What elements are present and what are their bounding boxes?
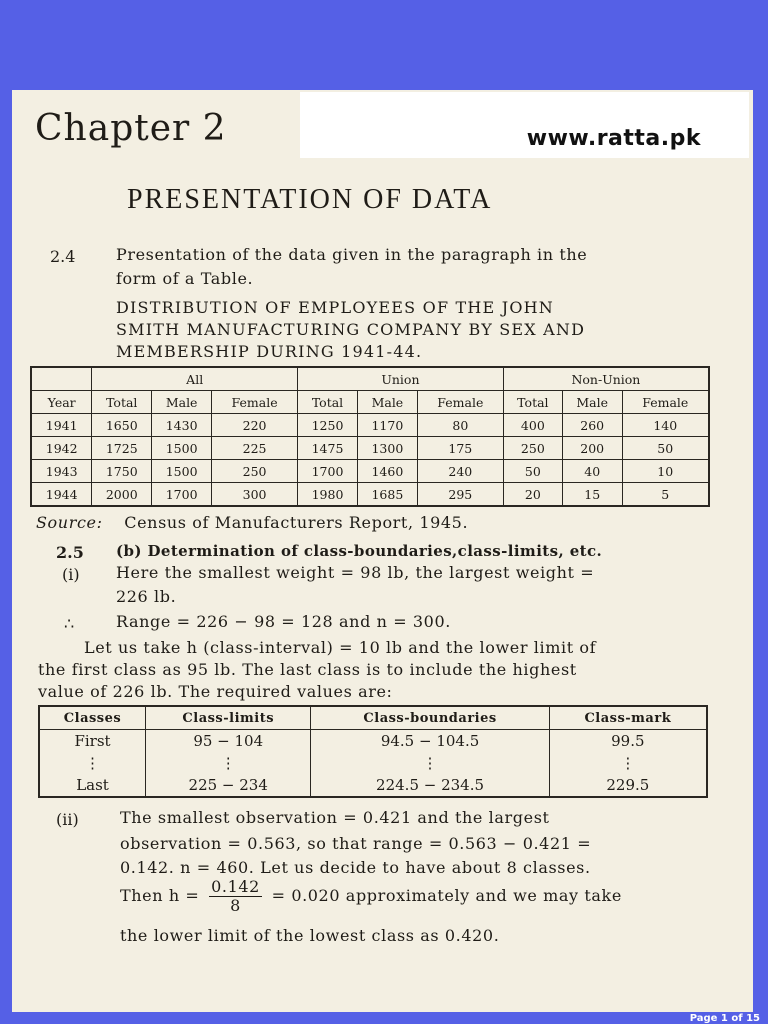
- table-cell: 1685: [357, 483, 417, 507]
- paragraph-line2: the first class as 95 lb. The last class is to include the highest: [38, 660, 577, 679]
- table-cell: 400: [503, 414, 562, 437]
- employee-distribution-table: [30, 366, 710, 507]
- fraction-numerator: 0.142: [211, 877, 260, 896]
- table-cell: 240: [417, 460, 503, 483]
- table-header-cell: Total: [503, 391, 562, 414]
- section-number-2-4: 2.4: [50, 247, 76, 266]
- table-cell: 1943: [31, 460, 92, 483]
- item-label-ii: (ii): [56, 810, 79, 829]
- table-header-cell: Year: [31, 391, 92, 414]
- chapter-heading: Chapter 2: [35, 108, 227, 149]
- section-ii-line3: 0.142. n = 460. Let us decide to have about 8 classes.: [120, 858, 591, 877]
- table-cell: 95 − 104: [146, 730, 311, 753]
- table-header-cell: Class-mark: [549, 706, 707, 730]
- table-cell: Last: [39, 774, 146, 797]
- table-cell: 1725: [92, 437, 152, 460]
- table-cell: 50: [622, 437, 709, 460]
- table-cell: First: [39, 730, 146, 753]
- class-table: [38, 705, 708, 798]
- table-cell: 1170: [357, 414, 417, 437]
- table-header-cell: Male: [357, 391, 417, 414]
- table-cell: 1700: [152, 483, 212, 507]
- table-group-header-row: [31, 367, 709, 391]
- source-line: [36, 511, 468, 535]
- table-cell: 1500: [152, 437, 212, 460]
- table-cell: 220: [212, 414, 298, 437]
- table-header-cell: [31, 367, 92, 391]
- table-subheader-row: [31, 391, 709, 414]
- table-cell: 140: [622, 414, 709, 437]
- section-2-5-i-line2: 226 lb.: [116, 587, 177, 606]
- table-cell: 200: [562, 437, 622, 460]
- table-cell: ⋮: [146, 752, 311, 774]
- table-cell: 1430: [152, 414, 212, 437]
- table-cell: 2000: [92, 483, 152, 507]
- table-row: [39, 752, 707, 774]
- formula-suffix: = 0.020 approximately and we may take: [271, 886, 622, 905]
- table-header-cell: Total: [298, 391, 358, 414]
- table-group-header: All: [92, 367, 298, 391]
- table-caption-line1: DISTRIBUTION OF EMPLOYEES OF THE JOHN: [116, 298, 555, 317]
- section-ii-line2: observation = 0.563, so that range = 0.563 − 0.421 =: [120, 834, 592, 853]
- table-header-cell: Total: [92, 391, 152, 414]
- table-cell: 1941: [31, 414, 92, 437]
- table-header-row: [39, 706, 707, 730]
- table-header-cell: Male: [152, 391, 212, 414]
- table-header-cell: Class-boundaries: [311, 706, 549, 730]
- table-cell: 225 − 234: [146, 774, 311, 797]
- table-cell: 1460: [357, 460, 417, 483]
- page-indicator: Page 1 of 15: [689, 1013, 760, 1024]
- table-cell: 1980: [298, 483, 358, 507]
- table-row: [31, 460, 709, 483]
- table-cell: 50: [503, 460, 562, 483]
- table-cell: 224.5 − 234.5: [311, 774, 549, 797]
- watermark-box: [300, 92, 749, 158]
- section-2-5-heading: (b) Determination of class-boundaries,class-limits, etc.: [116, 542, 603, 560]
- table-cell: 99.5: [549, 730, 707, 753]
- section-number-2-5: 2.5: [56, 543, 84, 562]
- item-label-i: (i): [62, 565, 80, 584]
- table-cell: 94.5 − 104.5: [311, 730, 549, 753]
- table-cell: 229.5: [549, 774, 707, 797]
- table-row: [31, 437, 709, 460]
- table-cell: 1300: [357, 437, 417, 460]
- section-2-4-line1: Presentation of the data given in the paragraph in the: [116, 245, 588, 264]
- table-cell: 295: [417, 483, 503, 507]
- table-cell: 1500: [152, 460, 212, 483]
- table-cell: 225: [212, 437, 298, 460]
- table-cell: 1942: [31, 437, 92, 460]
- table-cell: 40: [562, 460, 622, 483]
- table-cell: 175: [417, 437, 503, 460]
- source-text: Census of Manufacturers Report, 1945.: [124, 513, 469, 532]
- page-title: PRESENTATION OF DATA: [127, 184, 493, 215]
- section-ii-line1: The smallest observation = 0.421 and the largest: [120, 808, 550, 827]
- formula-prefix: Then h =: [120, 886, 200, 905]
- fraction-denominator: 8: [230, 896, 241, 915]
- table-group-header: Union: [298, 367, 504, 391]
- source-label: Source:: [36, 513, 103, 532]
- table-cell: 250: [503, 437, 562, 460]
- table-row: [31, 483, 709, 507]
- table-cell: 1700: [298, 460, 358, 483]
- table-cell: 260: [562, 414, 622, 437]
- table-cell: 1250: [298, 414, 358, 437]
- table-header-cell: Male: [562, 391, 622, 414]
- table-cell: 80: [417, 414, 503, 437]
- section-ii-line5: the lower limit of the lowest class as 0.420.: [120, 926, 500, 945]
- table-cell: 1750: [92, 460, 152, 483]
- section-2-5-i-line1: Here the smallest weight = 98 lb, the largest weight =: [116, 563, 595, 582]
- table-header-cell: Class-limits: [146, 706, 311, 730]
- table-cell: 300: [212, 483, 298, 507]
- website-label[interactable]: www.ratta.pk: [526, 126, 701, 151]
- table-header-cell: Female: [212, 391, 298, 414]
- table-cell: 15: [562, 483, 622, 507]
- table-cell: 1475: [298, 437, 358, 460]
- table-cell: 250: [212, 460, 298, 483]
- fraction: [209, 878, 262, 915]
- section-2-4-line2: form of a Table.: [116, 269, 254, 288]
- table-cell: 10: [622, 460, 709, 483]
- section-ii-line4: [120, 878, 622, 915]
- document-page: [12, 90, 753, 1012]
- table-row: [31, 414, 709, 437]
- table-cell: 1944: [31, 483, 92, 507]
- table-header-cell: Classes: [39, 706, 146, 730]
- table-header-cell: Female: [622, 391, 709, 414]
- table-caption-line3: MEMBERSHIP DURING 1941-44.: [116, 342, 423, 361]
- table-cell: 1650: [92, 414, 152, 437]
- table-row: [39, 774, 707, 797]
- table-caption-line2: SMITH MANUFACTURING COMPANY BY SEX AND: [116, 320, 586, 339]
- table-cell: ⋮: [549, 752, 707, 774]
- table-group-header: Non-Union: [503, 367, 709, 391]
- table-cell: ⋮: [39, 752, 146, 774]
- table-cell: 5: [622, 483, 709, 507]
- paragraph-line1: Let us take h (class-interval) = 10 lb and the lower limit of: [84, 638, 597, 657]
- table-row: [39, 730, 707, 753]
- table-header-cell: Female: [417, 391, 503, 414]
- therefore-symbol: ∴: [64, 614, 75, 633]
- table-cell: ⋮: [311, 752, 549, 774]
- paragraph-line3: value of 226 lb. The required values are:: [38, 682, 393, 701]
- table-cell: 20: [503, 483, 562, 507]
- range-line: Range = 226 − 98 = 128 and n = 300.: [116, 612, 451, 631]
